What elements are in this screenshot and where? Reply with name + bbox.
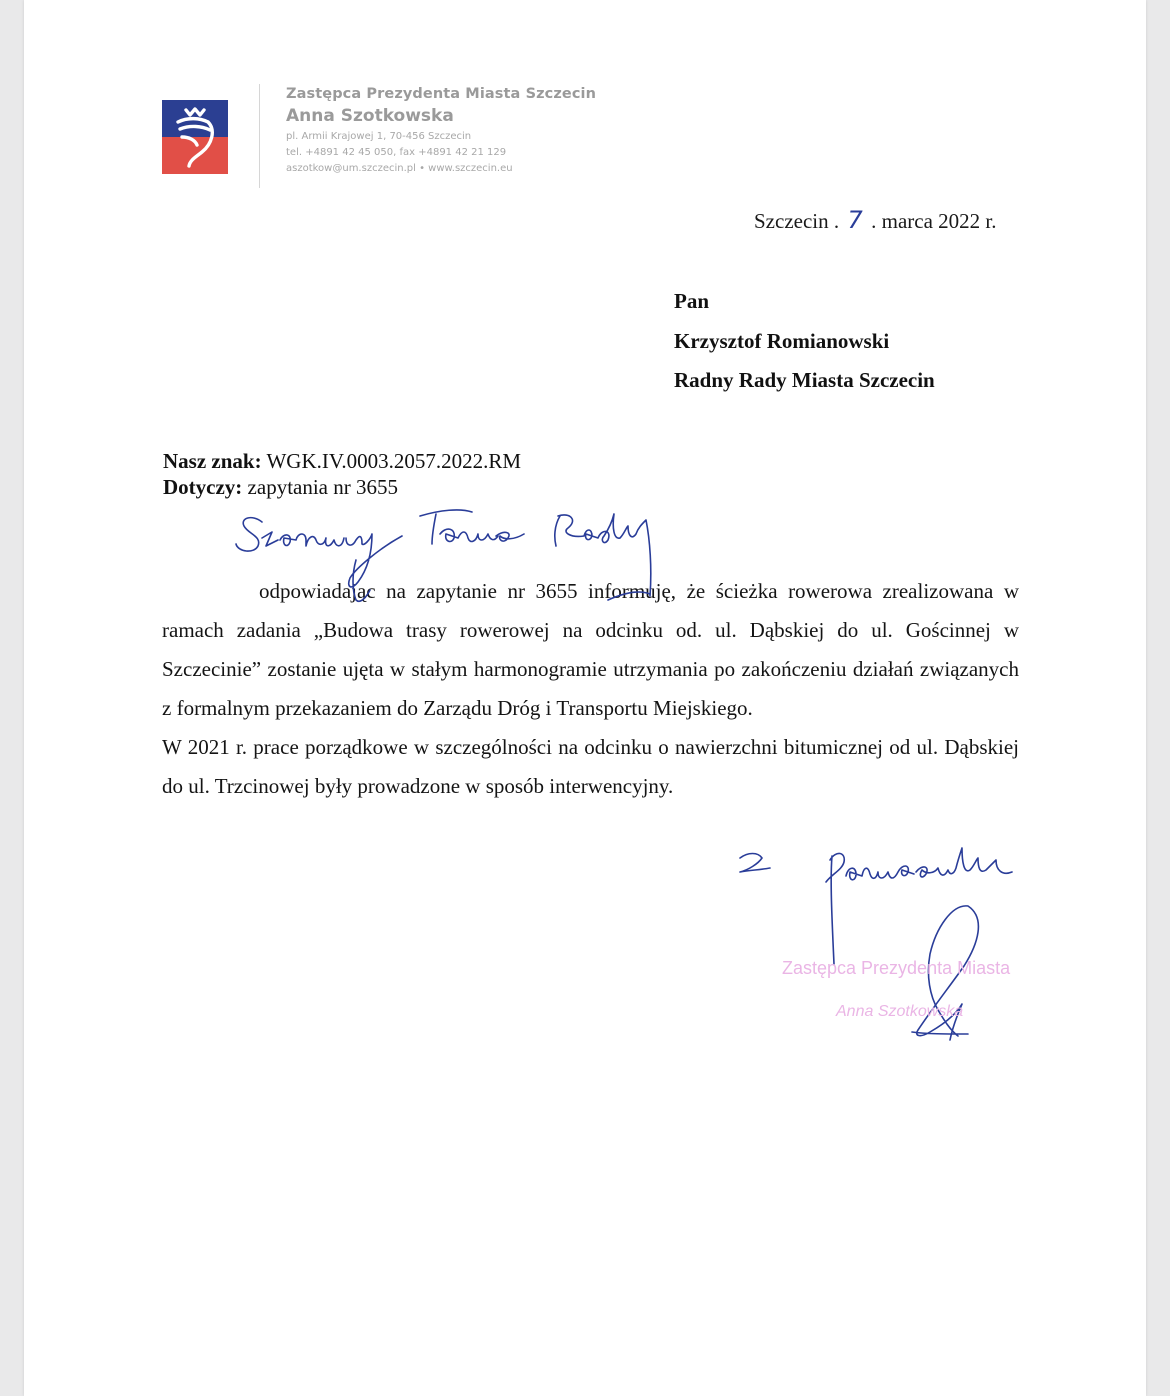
- date-day-handwritten: 7: [847, 206, 863, 234]
- date-prefix: Szczecin .: [754, 209, 840, 233]
- handwritten-salutation: [236, 518, 402, 587]
- stamp-name: Anna Szotkowska: [836, 1003, 964, 1020]
- sender-role: Zastępca Prezydenta Miasta Szczecin: [286, 86, 597, 102]
- stamp-role: Zastępca Prezydenta Miasta: [782, 958, 1011, 978]
- body-paragraph-1: odpowiadając na zapytanie nr 3655 informuję, że ścieżka rowerowa zrealizowana w ramach zadania „Budowa trasy rowerowej na odcinku od. ul. Dąbskiej do ul. Gościnnej w Szczecinie” zostanie ujęta w stałym harmonogramie utrzymania po zakończeniu działań związanych z formalnym przekazaniem do Zarządu Dróg i Transportu Miejskiego.: [162, 579, 1019, 720]
- date-suffix: . marca 2022 r.: [871, 209, 997, 233]
- handwritten-closing: [740, 854, 770, 873]
- subject-value: zapytania nr 3655: [247, 475, 398, 499]
- sender-phone: tel. +4891 42 45 050, fax +4891 42 21 129: [286, 147, 507, 158]
- recipient-function: Radny Rady Miasta Szczecin: [674, 368, 935, 392]
- sender-address: pl. Armii Krajowej 1, 70-456 Szczecin: [286, 131, 472, 142]
- subject-label: Dotyczy:: [163, 475, 243, 499]
- our-reference-label: Nasz znak:: [163, 449, 262, 473]
- body-paragraph-2: W 2021 r. prace porządkowe w szczególności na odcinku o nawierzchni bitumicznej od ul. Dąbskiej do ul. Trzcinowej były prowadzone w sposób interwencyjny.: [162, 735, 1019, 798]
- sender-name: Anna Szotkowska: [286, 106, 454, 126]
- sender-email-web: aszotkow@um.szczecin.pl • www.szczecin.eu: [286, 163, 513, 174]
- recipient-title: Pan: [674, 289, 710, 313]
- our-reference-value: WGK.IV.0003.2057.2022.RM: [266, 449, 522, 473]
- recipient-name: Krzysztof Romianowski: [674, 328, 890, 353]
